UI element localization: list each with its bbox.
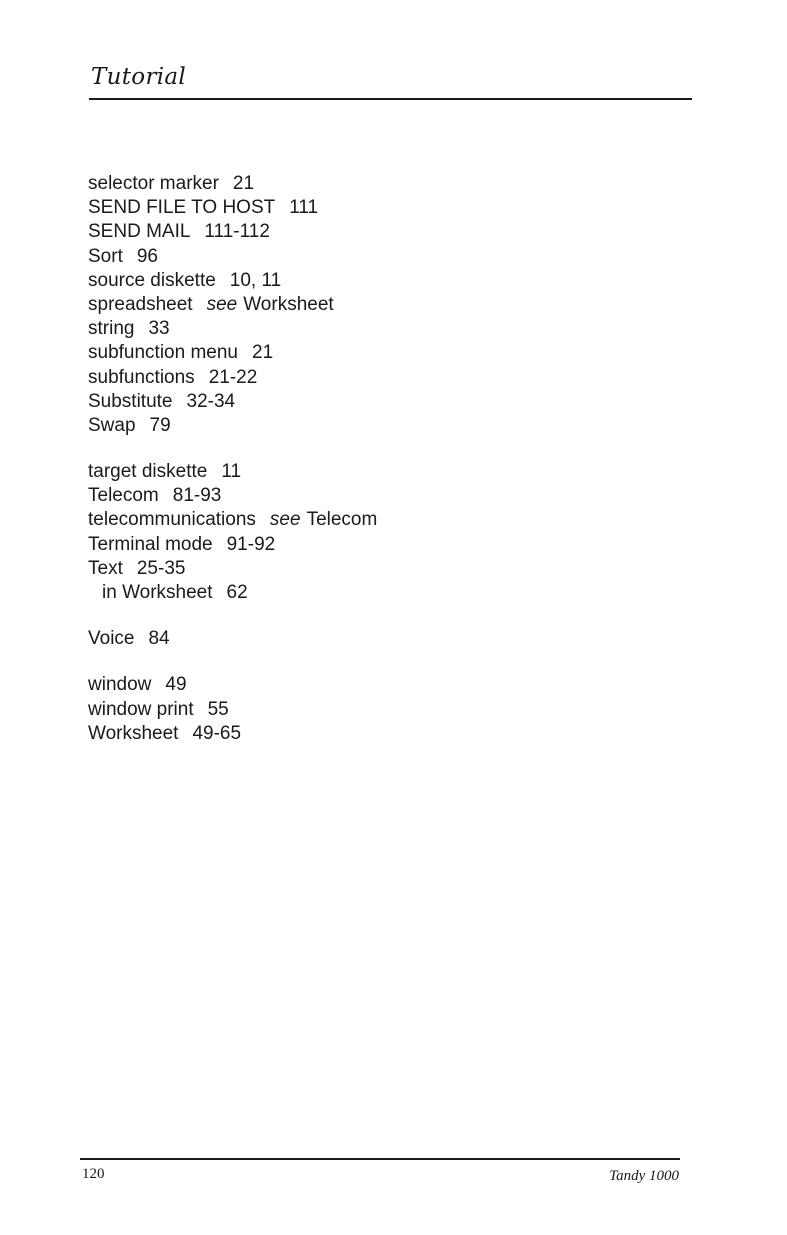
index-term: Sort — [88, 245, 123, 267]
index-term: window — [88, 674, 152, 696]
footer-page-number: 120 — [82, 1166, 105, 1182]
index-term: selector marker — [88, 173, 219, 194]
see-reference-label: see — [206, 293, 238, 315]
index-page-numbers: 111 — [289, 197, 319, 219]
index-term: Terminal mode — [88, 533, 213, 555]
index-entry — [88, 172, 688, 196]
index-group — [88, 673, 688, 746]
index-page-numbers: 49 — [165, 674, 187, 696]
see-reference-target: Worksheet — [243, 293, 334, 315]
index-term: Substitute — [88, 390, 173, 412]
header-rule — [89, 98, 692, 100]
index-page-numbers: 96 — [136, 245, 158, 267]
index-entry — [88, 341, 688, 365]
index-term: Worksheet — [88, 722, 179, 744]
index-term: spreadsheet — [88, 293, 193, 315]
index-term: SEND FILE TO HOST — [88, 197, 276, 219]
index-entry — [88, 269, 688, 293]
footer-rule — [80, 1158, 680, 1160]
index-group — [88, 460, 688, 605]
index-entry — [88, 722, 688, 746]
index-page-numbers: 25-35 — [136, 557, 186, 579]
index-term: telecommunications — [88, 509, 256, 531]
index-term: Telecom — [88, 485, 159, 507]
index-page-numbers: 11 — [221, 461, 242, 483]
index-term: Text — [88, 557, 123, 579]
index-entry — [88, 196, 688, 220]
running-header-title: Tutorial — [91, 64, 187, 90]
index-page-numbers: 84 — [148, 628, 170, 650]
index-entry — [88, 698, 688, 722]
see-reference-label: see — [269, 509, 301, 531]
index-entry — [88, 366, 688, 390]
index-entry — [88, 533, 688, 557]
index-page-numbers: 55 — [207, 698, 229, 720]
index-entry — [88, 484, 688, 508]
index-page-numbers: 33 — [148, 318, 170, 340]
index-page-numbers: 62 — [226, 582, 248, 603]
index-page-numbers: 10, 11 — [229, 269, 282, 291]
index-entry — [88, 673, 688, 697]
index-page-numbers: 91-92 — [226, 533, 276, 555]
index-page-numbers: 49-65 — [192, 722, 242, 744]
index-entry — [88, 627, 688, 651]
index-page-numbers: 32-34 — [186, 390, 236, 412]
index-term: subfunctions — [88, 366, 195, 388]
footer-book-title: Tandy 1000 — [609, 1168, 679, 1184]
index-page-numbers: 21 — [252, 342, 274, 364]
index-page-numbers: 81-93 — [172, 485, 222, 507]
index-term: source diskette — [88, 269, 216, 291]
index-entry — [88, 390, 688, 414]
index-entry — [88, 508, 688, 532]
index-page-numbers: 111-112 — [204, 221, 270, 243]
index-term: target diskette — [88, 461, 208, 483]
index-list — [88, 172, 688, 768]
index-entry — [88, 220, 688, 244]
index-term: subfunction menu — [88, 342, 238, 364]
index-term: Swap — [88, 414, 136, 436]
index-entry — [88, 245, 688, 269]
index-entry — [88, 414, 688, 438]
index-subentry — [88, 581, 688, 605]
index-entry — [88, 557, 688, 581]
index-term: window print — [88, 698, 194, 720]
index-group — [88, 172, 688, 438]
index-page-numbers: 21 — [232, 173, 255, 194]
index-page-numbers: 79 — [149, 414, 171, 436]
index-term: SEND MAIL — [88, 221, 191, 243]
see-reference-target: Telecom — [306, 509, 378, 531]
index-term: Voice — [88, 628, 135, 650]
index-group — [88, 627, 688, 651]
index-term: in Worksheet — [102, 582, 213, 603]
index-entry — [88, 293, 688, 317]
index-entry — [88, 317, 688, 341]
index-page-numbers: 21-22 — [208, 366, 258, 388]
index-entry — [88, 460, 688, 484]
index-term: string — [88, 318, 135, 340]
